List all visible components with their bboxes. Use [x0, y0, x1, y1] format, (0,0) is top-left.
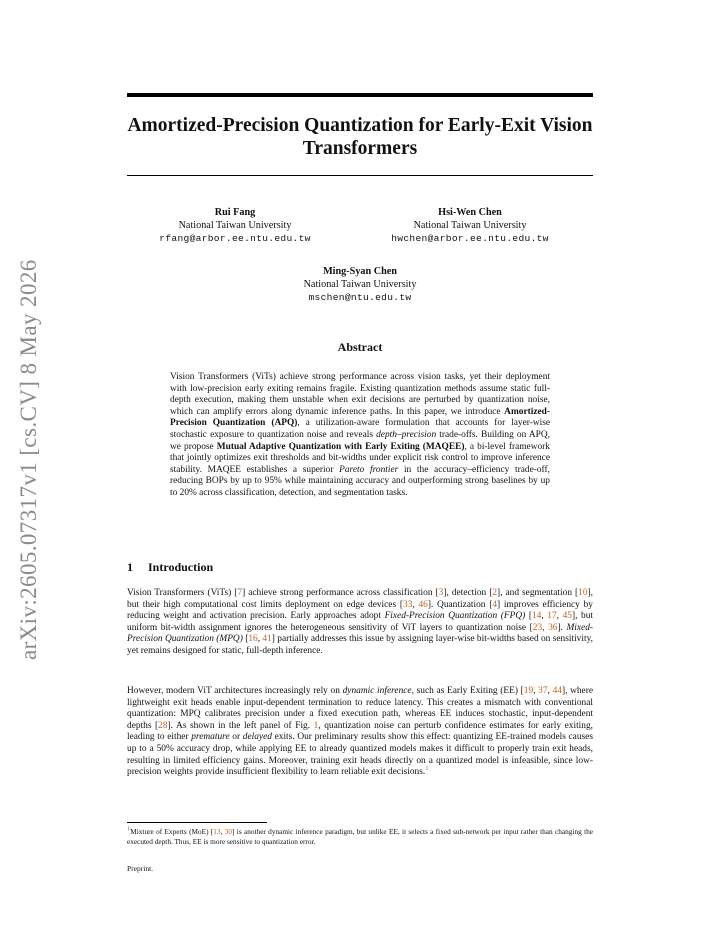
citation-link[interactable]: 28	[158, 720, 168, 731]
author-name: Ming-Syan Chen	[323, 266, 397, 277]
arxiv-stamp: arXiv:2605.07317v1 [cs.CV] 8 May 2026	[16, 259, 41, 660]
author-block	[370, 207, 570, 245]
author-affiliation: National Taiwan University	[413, 219, 527, 231]
text-run: ,	[533, 686, 539, 696]
text-run: ,	[556, 611, 563, 622]
citation-link[interactable]: 30	[224, 827, 233, 836]
author-affiliation: National Taiwan University	[303, 278, 417, 290]
bold-text: Amortized-Precision Quantization (APQ)	[170, 406, 550, 429]
bold-text: Mutual Adaptive Quantization with Early Exiting (MAQEE)	[216, 441, 465, 452]
text-run: Vision Transformers (ViTs) achieve strong performance across vision tasks, yet their deployment with low-precision early exiting remains fragile. Existing quantization methods assume static full-depth execution, making them unstable when exit decisions are perturbed by quantization noise, which can amplify errors along dynamic inference paths. In this paper, we introduce	[170, 372, 550, 417]
abstract-heading: Abstract	[337, 340, 383, 354]
text-run: ,	[220, 827, 225, 836]
citation-link[interactable]: 3	[438, 588, 444, 598]
text-run: ,	[547, 686, 553, 696]
citation-link[interactable]: 17	[547, 611, 557, 622]
citation-link[interactable]: 14	[531, 611, 542, 622]
text-run: ], where lightweight exit heads enable input-dependent termination to reduce latency. This creates a mismatch with conventional quantization: MPQ calibrates precision under a fixed execution path, whereas EE induces stochastic, input-dependent depths [	[127, 686, 594, 731]
text-run: trade-offs. Building on APQ, we propose	[170, 429, 550, 452]
text-run: However, modern ViT architectures increasingly rely on	[127, 686, 343, 696]
text-run: [	[242, 634, 249, 645]
preprint-label: Preprint.	[127, 864, 154, 873]
text-run: [	[525, 611, 532, 622]
text-run: ], but their high computational cost limits deployment on edge devices [	[127, 588, 593, 610]
title-rule-bottom	[127, 175, 593, 176]
text-run: , quantization noise can perturb confidence estimates for early exiting, leading to either	[127, 720, 594, 743]
text-run: ], and segmentation [	[497, 588, 579, 598]
author-email[interactable]: mschen@ntu.edu.tw	[308, 291, 412, 303]
section-title: Introduction	[148, 560, 214, 574]
text-run: in the accuracy–efficiency trade-off, reducing BOPs by up to 95% while maintaining accuracy and outperforming strong baselines by up to 20% across classification, detection, and segmentation tasks.	[170, 464, 550, 498]
abstract-body	[170, 372, 550, 500]
footnote-rule	[127, 822, 267, 823]
text-run: ].	[557, 622, 567, 633]
intro-paragraph-2	[127, 686, 593, 779]
text-run: ] partially addresses this issue by assigning layer-wise bit-widths based on sensitivity, yet remains designed for static, full-depth inference.	[127, 634, 594, 656]
citation-link[interactable]: 4	[492, 599, 498, 610]
citation-link[interactable]: 41	[262, 634, 272, 645]
italic-text: Fixed-Precision Quantization (FPQ)	[384, 611, 526, 622]
text-run: ,	[541, 611, 548, 622]
footnote	[127, 827, 593, 847]
author-email[interactable]: hwchen@arbor.ee.ntu.edu.tw	[391, 232, 549, 244]
citation-link[interactable]: 13	[213, 827, 221, 836]
italic-text: premature	[191, 732, 230, 743]
italic-text: depth–precision	[376, 429, 437, 440]
intro-paragraph-1	[127, 588, 593, 658]
italic-text: dynamic inference	[342, 686, 412, 696]
author-name: Hsi-Wen Chen	[438, 207, 502, 218]
text-run: ] improves efficiency by reducing weight and activation precision. Early approaches adopt	[127, 599, 593, 622]
citation-link[interactable]: 44	[552, 686, 562, 696]
footnote-marker[interactable]: 1	[425, 765, 429, 773]
author-block	[150, 207, 320, 245]
text-run: or	[229, 732, 243, 743]
text-run: , a bi-level framework that jointly optimizes exit thresholds and bit-widths under explicit risk control to improve inference stability. MAQEE establishes a superior	[170, 441, 550, 475]
citation-link[interactable]: 46	[418, 599, 428, 610]
text-run: ], detection [	[443, 588, 493, 598]
citation-link[interactable]: 16	[248, 634, 258, 645]
section-number: 1	[127, 560, 133, 574]
citation-link[interactable]: 7	[237, 588, 243, 598]
title-rule-top	[127, 93, 593, 97]
author-email[interactable]: rfang@arbor.ee.ntu.edu.tw	[159, 232, 311, 244]
text-run: ,	[412, 599, 419, 610]
citation-link[interactable]: 2	[492, 588, 498, 598]
citation-link[interactable]: 45	[562, 611, 572, 622]
citation-link[interactable]: 1	[313, 720, 319, 731]
italic-text: Pareto frontier	[339, 464, 399, 475]
author-block	[270, 266, 450, 304]
section-heading	[127, 560, 213, 575]
text-run: , such as Early Exiting (EE) [	[411, 686, 524, 696]
citation-link[interactable]: 23	[532, 622, 543, 633]
text-run: ]. As shown in the left panel of Fig.	[167, 720, 314, 731]
text-run: ,	[542, 622, 549, 633]
text-run: ], but uniform bit-width assignment ignores the heterogeneous sensitivity of ViT layers to quantization noise [	[127, 611, 593, 633]
footnote-marker[interactable]: 1	[127, 825, 131, 833]
citation-link[interactable]: 33	[403, 599, 413, 610]
italic-text: delayed	[242, 732, 272, 743]
text-run: ] is another dynamic inference paradigm, but unlike EE, it selects a fixed sub-network per input rather than changing the executed depth. Thus, EE is more sensitive to quantization error.	[127, 827, 593, 846]
text-run: exits. Our preliminary results show this effect: quantizing EE-trained models causes up to a 50% accuracy drop, while applying EE to already quantized models makes it difficult to properly train exit heads, resulting in limited efficiency gains. Moreover, training exit heads directly on a quantized model is infeasible, since low-precision weights provide insufficient flexibility to learn reliable exit decisions.	[127, 732, 593, 778]
author-affiliation: National Taiwan University	[178, 219, 292, 231]
text-run: ] achieve strong performance across classification [	[242, 588, 439, 598]
text-run: ,	[257, 634, 263, 645]
citation-link[interactable]: 10	[578, 588, 588, 598]
paper-title: Amortized-Precision Quantization for Early-Exit Vision Transformers	[127, 115, 593, 159]
text-run: ]. Quantization [	[427, 599, 493, 610]
text-run: , a utilization-aware formulation that accounts for layer-wise stochastic exposure to quantization noise and reveals	[170, 418, 551, 440]
author-name: Rui Fang	[214, 207, 256, 218]
text-run: Vision Transformers (ViTs) [	[127, 588, 238, 598]
citation-link[interactable]: 37	[538, 686, 548, 696]
italic-text: Mixed-Precision Quantization (MPQ)	[127, 622, 594, 645]
text-run: Mixture of Experts (MoE) [	[130, 827, 214, 836]
citation-link[interactable]: 19	[523, 686, 534, 696]
citation-link[interactable]: 36	[548, 622, 558, 633]
